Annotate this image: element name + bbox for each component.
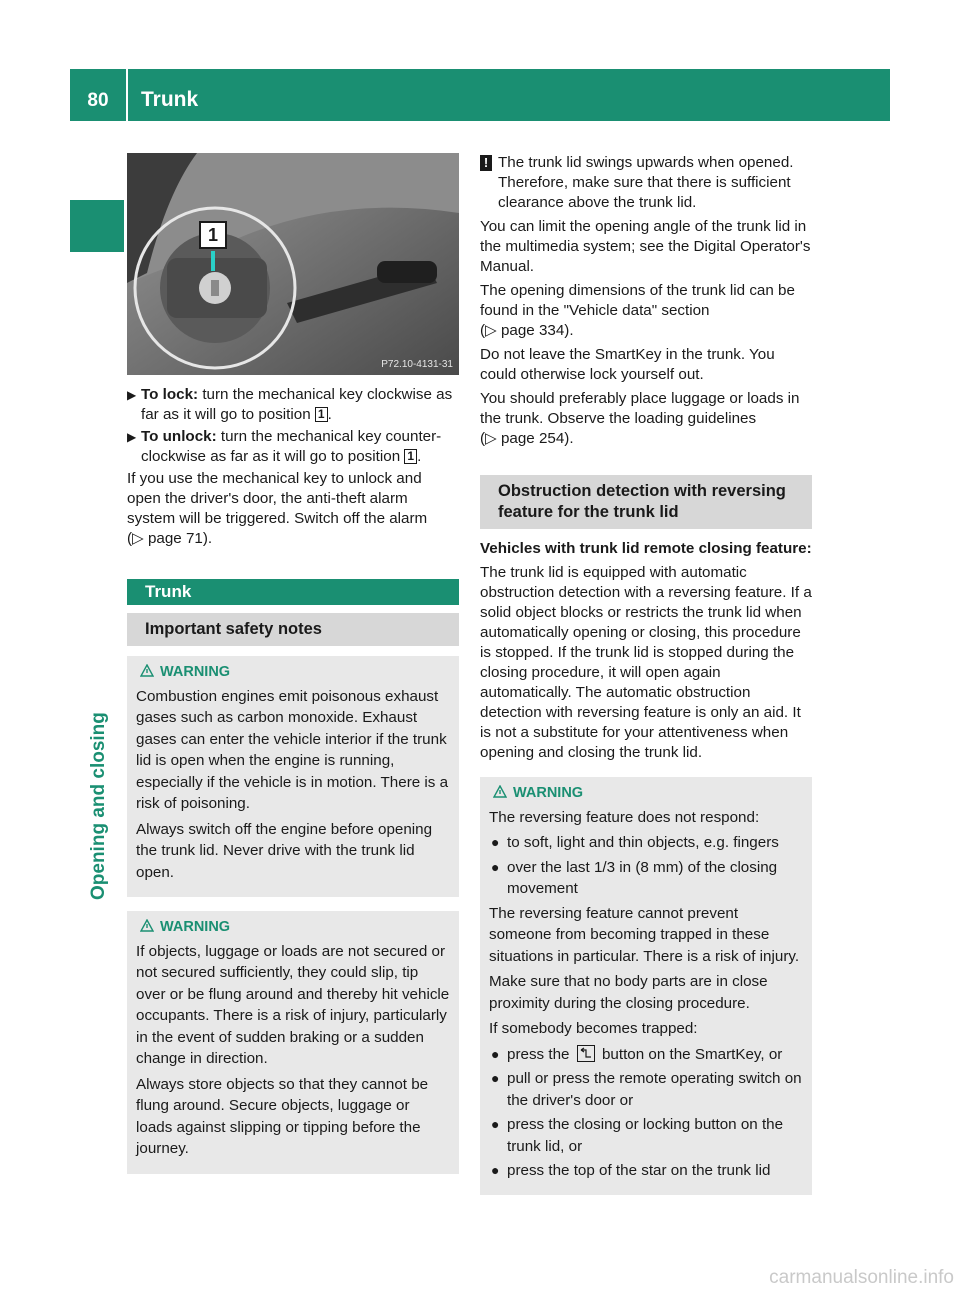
warning-text: Always switch off the engine before opening the trunk lid. Never drive with the trunk lid open. bbox=[136, 820, 433, 881]
warning-box-luggage bbox=[127, 911, 459, 1174]
warning-text: Make sure that no body parts are in close proximity during the closing procedure. bbox=[489, 973, 768, 1012]
warning-text: Combustion engines emit poisonous exhaust gases such as carbon monoxide. Exhaust gases can enter the vehicle interior if the trunk lid is open when the engine is running, especially if the vehicle is in motion. There is a risk of poisoning. bbox=[136, 687, 449, 812]
step-end: . bbox=[417, 448, 422, 465]
bullet-text: press the closing or locking button on the trunk lid, or bbox=[507, 1116, 784, 1155]
alarm-text: If you use the mechanical key to unlock and open the driver's door, the anti-theft alarm system will be triggered. Switch off the alarm bbox=[127, 470, 428, 527]
trunk-button-icon bbox=[577, 1045, 595, 1062]
alarm-paragraph bbox=[127, 469, 459, 549]
warning-text: The reversing feature cannot prevent someone from becoming trapped in these situations in particular. There is a risk of injury. bbox=[489, 904, 800, 965]
paragraph-opening-angle: You can limit the opening angle of the trunk lid in the multimedia system; see the Digital Operator's Manual. bbox=[480, 218, 811, 275]
figure-code: P72.10-4131-31 bbox=[381, 359, 453, 370]
dimensions-page-ref[interactable]: (▷ page 334). bbox=[480, 322, 574, 339]
bullet-text: press the top of the star on the trunk lid bbox=[507, 1162, 771, 1179]
notice-swing bbox=[480, 153, 812, 213]
step-end: . bbox=[327, 406, 332, 423]
warning-triangle-icon bbox=[140, 919, 154, 932]
bullet-icon: ● bbox=[491, 834, 500, 850]
right-column bbox=[480, 153, 812, 1209]
warning-heading bbox=[136, 917, 450, 939]
section-tab-marker bbox=[70, 200, 124, 252]
warning-label: WARNING bbox=[160, 664, 231, 680]
dimensions-text: The opening dimensions of the trunk lid can be found in the "Vehicle data" section bbox=[480, 282, 795, 319]
warning-triangle-icon bbox=[140, 664, 154, 677]
step-arrow-icon: ▶ bbox=[127, 430, 137, 444]
bullet-icon: ● bbox=[491, 1116, 500, 1132]
bullet-icon: ● bbox=[491, 1162, 500, 1178]
bullet-item bbox=[489, 857, 803, 900]
position-key: 1 bbox=[315, 407, 328, 422]
section-title: Opening and closing bbox=[88, 712, 109, 900]
safety-heading: Important safety notes bbox=[127, 613, 459, 646]
section-tab bbox=[84, 600, 114, 900]
position-callout: 1 bbox=[199, 221, 227, 249]
bullet-item bbox=[489, 832, 803, 854]
bullet-text: to soft, light and thin objects, e.g. fingers bbox=[507, 834, 779, 851]
bullet-item bbox=[489, 1068, 803, 1111]
bullet-item bbox=[489, 1160, 803, 1182]
warning-text: If objects, luggage or loads are not secured or not secured sufficiently, they could slip, tip over or be flung around and thereby hit vehicle occupants. There is a risk of injury, particularly in the event of sudden braking or a sudden change in direction. bbox=[136, 942, 450, 1067]
warning-text: The reversing feature does not respond: bbox=[489, 808, 760, 826]
step-text: turn the mechanical key counter-clockwise as far as it will go to position bbox=[141, 428, 442, 465]
bullet-item bbox=[489, 1044, 803, 1066]
watermark: carmanualsonline.info bbox=[769, 1267, 954, 1288]
left-column bbox=[127, 153, 459, 1188]
luggage-page-ref[interactable]: (▷ page 254). bbox=[480, 430, 574, 447]
vehicles-subheading: Vehicles with trunk lid remote closing feature: bbox=[480, 540, 812, 557]
obstruction-paragraph: The trunk lid is equipped with automatic obstruction detection with a reversing feature. If a solid object blocks or restricts the trunk lid when automatically opening or closing, this procedure is stopped. If the trunk lid is stopped during the closing procedure, it will open again automatically. The automatic obstruction detection with reversing feature is only an aid. It is not a substitute for your attentiveness when opening and closing the trunk lid. bbox=[480, 564, 812, 761]
notice-text: The trunk lid swings upwards when opened. Therefore, make sure that there is sufficient clearance above the trunk lid. bbox=[498, 154, 794, 211]
step-text: turn the mechanical key clockwise as far as it will go to position bbox=[141, 386, 453, 423]
bullet-text: pull or press the remote operating switch on the driver's door or bbox=[507, 1070, 802, 1109]
luggage-text: You should preferably place luggage or loads in the trunk. Observe the loading guidelines bbox=[480, 390, 800, 427]
warning-text: Always store objects so that they cannot be flung around. Secure objects, luggage or loads against slipping or tipping before the journey. bbox=[136, 1075, 429, 1157]
position-key: 1 bbox=[404, 449, 417, 464]
warning-triangle-icon bbox=[493, 785, 507, 798]
warning-label: WARNING bbox=[160, 919, 231, 935]
page-header bbox=[70, 69, 890, 121]
notice-icon: ! bbox=[480, 155, 492, 171]
warning-text: If somebody becomes trapped: bbox=[489, 1020, 698, 1037]
step-arrow-icon: ▶ bbox=[127, 388, 137, 402]
paragraph-dimensions bbox=[480, 281, 812, 341]
paragraph-luggage bbox=[480, 389, 812, 449]
step-lock bbox=[127, 385, 459, 425]
warning-heading bbox=[489, 783, 803, 805]
warning-box-reversing bbox=[480, 777, 812, 1195]
paragraph-smartkey: Do not leave the SmartKey in the trunk. You could otherwise lock yourself out. bbox=[480, 346, 775, 383]
alarm-page-ref[interactable]: (▷ page 71). bbox=[127, 530, 213, 547]
bullet-text: over the last 1/3 in (8 mm) of the closing movement bbox=[507, 858, 778, 897]
trunk-heading: Trunk bbox=[127, 579, 459, 605]
step-unlock bbox=[127, 427, 459, 467]
warning-box-exhaust bbox=[127, 656, 459, 897]
step-label: To lock: bbox=[141, 386, 199, 403]
trunk-lock-figure bbox=[127, 153, 459, 375]
bullet-text: button on the SmartKey, or bbox=[601, 1045, 783, 1063]
page-title: Trunk bbox=[141, 88, 199, 111]
step-label: To unlock: bbox=[141, 428, 217, 445]
bullet-icon: ● bbox=[491, 1070, 500, 1086]
bullet-icon: ● bbox=[491, 858, 500, 875]
obstruction-heading: Obstruction detection with reversing feature for the trunk lid bbox=[480, 475, 812, 529]
trunk-lock-illustration bbox=[127, 153, 459, 375]
warning-heading bbox=[136, 662, 450, 684]
bullet-item bbox=[489, 1114, 803, 1157]
bullet-text: press the bbox=[507, 1045, 570, 1063]
bullet-icon: ● bbox=[491, 1045, 500, 1062]
page-number: 80 bbox=[87, 90, 109, 111]
warning-label: WARNING bbox=[513, 785, 584, 801]
header-divider bbox=[126, 69, 128, 121]
